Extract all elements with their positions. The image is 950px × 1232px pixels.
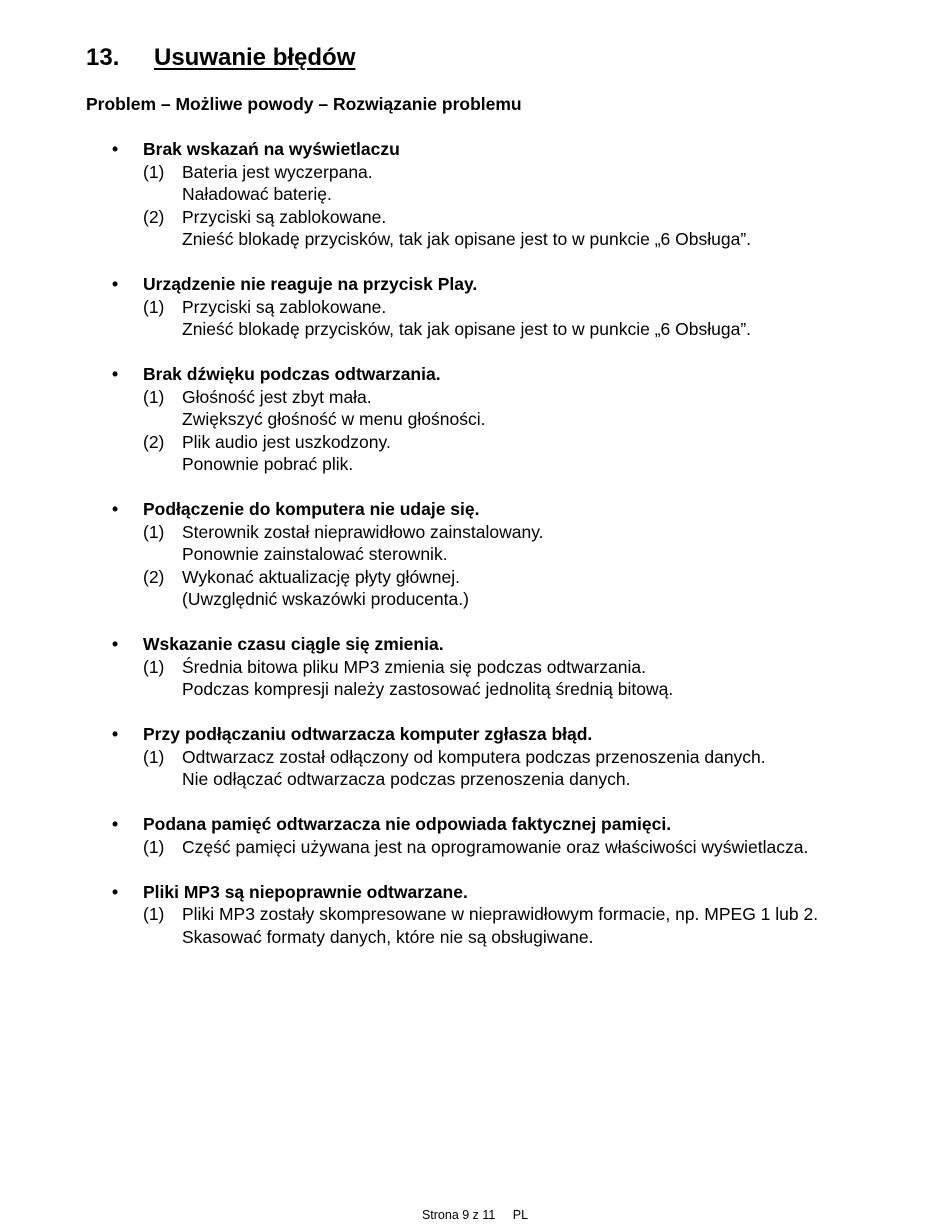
bullet-icon: •	[112, 499, 119, 519]
bullet-icon: •	[112, 814, 119, 834]
cause-number: (1)	[143, 161, 165, 182]
cause-item	[143, 566, 852, 611]
bullet-icon: •	[112, 724, 119, 744]
cause-number: (1)	[143, 746, 165, 767]
cause-text: Część pamięci używana jest na oprogramowanie oraz właściwości wyświetlacza.	[182, 836, 809, 857]
bullet-icon: •	[112, 274, 119, 294]
cause-item	[143, 903, 852, 948]
cause-text: Przyciski są zablokowane.	[182, 206, 387, 227]
cause-text: Odtwarzacz został odłączony od komputera podczas przenoszenia danych.	[182, 746, 766, 767]
section-heading	[86, 42, 355, 74]
solution-text: Ponownie zainstalować sterownik.	[182, 544, 448, 564]
cause-number: (2)	[143, 566, 165, 587]
cause-item	[143, 296, 852, 341]
cause-item	[143, 431, 852, 476]
cause-item	[143, 521, 852, 566]
solution-text: Skasować formaty danych, które nie są obsługiwane.	[182, 926, 594, 947]
cause-text: Bateria jest wyczerpana.	[182, 161, 373, 182]
problem-title: Brak wskazań na wyświetlaczu	[143, 139, 400, 159]
problem-item	[112, 881, 852, 949]
cause-item	[143, 386, 852, 431]
section-subtitle: Problem – Możliwe powody – Rozwiązanie problemu	[86, 94, 522, 114]
problem-item	[112, 633, 852, 701]
problem-title: Pliki MP3 są niepoprawnie odtwarzane.	[143, 881, 468, 902]
cause-item	[143, 206, 852, 251]
cause-text: Średnia bitowa pliku MP3 zmienia się podczas odtwarzania.	[182, 656, 646, 677]
problem-title: Przy podłączaniu odtwarzacza komputer zgłasza błąd.	[143, 724, 593, 744]
problem-item	[112, 138, 852, 251]
solution-text: Ponownie pobrać plik.	[182, 454, 354, 474]
cause-number: (2)	[143, 431, 165, 452]
cause-number: (1)	[143, 656, 165, 677]
solution-text: Zwiększyć głośność w menu głośności.	[182, 409, 486, 429]
language-code: PL	[512, 1208, 529, 1222]
problem-item	[112, 723, 852, 791]
problem-item	[112, 363, 852, 476]
solution-text: Znieść blokadę przycisków, tak jak opisane jest to w punkcie „6 Obsługa”.	[182, 229, 752, 249]
section-title: Usuwanie błędów	[154, 44, 356, 71]
cause-item	[143, 161, 852, 206]
cause-text: Głośność jest zbyt mała.	[182, 386, 372, 407]
page-number: Strona 9 z 11	[421, 1208, 496, 1222]
problem-title: Podana pamięć odtwarzacza nie odpowiada faktycznej pamięci.	[143, 814, 672, 834]
cause-text: Przyciski są zablokowane.	[182, 296, 387, 317]
problem-title: Podłączenie do komputera nie udaje się.	[143, 499, 480, 519]
problem-list	[112, 138, 852, 971]
solution-text: (Uwzględnić wskazówki producenta.)	[182, 589, 469, 609]
bullet-icon: •	[112, 139, 119, 159]
problem-title: Brak dźwięku podczas odtwarzania.	[143, 364, 441, 384]
bullet-icon: •	[112, 634, 119, 654]
cause-number: (1)	[143, 836, 165, 857]
cause-item	[143, 656, 852, 701]
bullet-icon: •	[112, 364, 119, 384]
problem-title: Wskazanie czasu ciągle się zmienia.	[143, 634, 444, 654]
cause-text: Pliki MP3 zostały skompresowane w nieprawidłowym formacie, np. MPEG 1 lub 2.	[182, 904, 819, 924]
problem-item	[112, 813, 852, 858]
cause-number: (1)	[143, 521, 165, 542]
section-number: 13.	[86, 44, 120, 71]
cause-number: (1)	[143, 296, 165, 317]
solution-text: Podczas kompresji należy zastosować jednolitą średnią bitową.	[182, 679, 674, 699]
cause-number: (1)	[143, 386, 165, 407]
page-footer	[0, 1207, 950, 1223]
problem-item	[112, 273, 852, 341]
bullet-icon: •	[112, 881, 119, 902]
problem-title: Urządzenie nie reaguje na przycisk Play.	[143, 274, 478, 294]
cause-text: Wykonać aktualizację płyty głównej.	[182, 566, 461, 587]
cause-item	[143, 746, 852, 791]
cause-number: (2)	[143, 206, 165, 227]
solution-text: Znieść blokadę przycisków, tak jak opisane jest to w punkcie „6 Obsługa”.	[182, 319, 752, 339]
solution-text: Nie odłączać odtwarzacza podczas przenoszenia danych.	[182, 769, 631, 789]
solution-text: Naładować baterię.	[182, 184, 332, 204]
problem-item	[112, 498, 852, 611]
cause-item	[143, 836, 852, 859]
cause-number: (1)	[143, 904, 165, 924]
cause-text: Plik audio jest uszkodzony.	[182, 431, 391, 452]
cause-text: Sterownik został nieprawidłowo zainstalowany.	[182, 521, 544, 542]
